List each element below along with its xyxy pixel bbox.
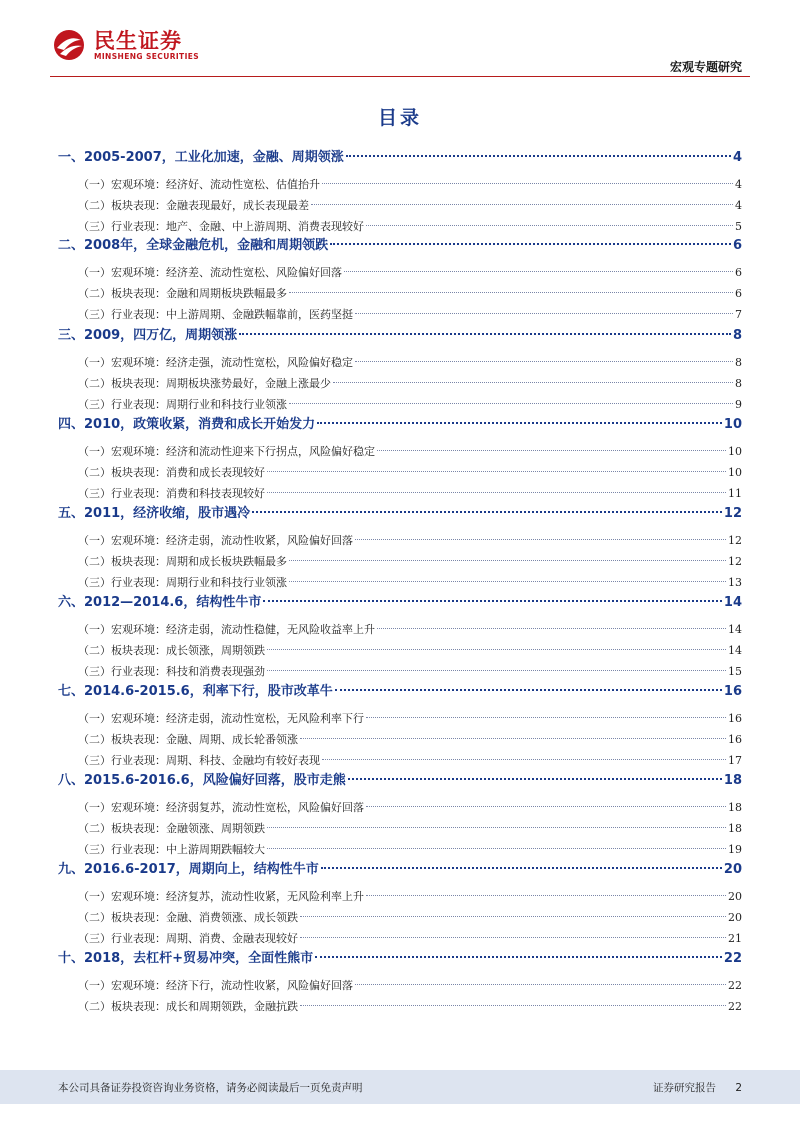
dot-leader: [321, 867, 722, 869]
toc-heading[interactable]: [58, 858, 742, 880]
toc-section: [58, 680, 742, 773]
toc-subheading-label: （三）行业表现：周期行业和科技行业领涨: [78, 398, 287, 411]
report-type: 宏观专题研究: [669, 60, 742, 74]
dot-leader: [333, 382, 733, 383]
toc-subheading[interactable]: [58, 553, 742, 574]
toc-subheading-page: 16: [728, 712, 742, 725]
toc-heading-page: 6: [732, 238, 742, 253]
toc-heading-page: 4: [732, 150, 742, 165]
dot-leader: [267, 827, 726, 828]
dot-leader: [322, 759, 726, 760]
toc-subheading-page: 4: [735, 178, 742, 191]
toc-subheading-label: （一）宏观环境：经济走强，流动性宽松，风险偏好稳定: [78, 356, 353, 369]
toc-heading-page: 22: [723, 951, 742, 966]
toc-subheading-label: （一）宏观环境：经济走弱，流动性收紧，风险偏好回落: [78, 534, 353, 547]
toc-subheading-label: （一）宏观环境：经济复苏，流动性收紧，无风险利率上升: [78, 890, 364, 903]
toc-heading-label: 六、2012—2014.6，结构性牛市: [58, 595, 262, 610]
dot-leader: [311, 204, 733, 205]
footer-report-label: 证券研究报告: [652, 1082, 716, 1094]
dot-leader: [300, 916, 726, 917]
dot-leader: [267, 848, 726, 849]
dot-leader: [366, 717, 726, 718]
toc-heading[interactable]: [58, 146, 742, 168]
dot-leader: [377, 628, 726, 629]
toc-subheading-label: （一）宏观环境：经济差、流动性宽松、风险偏好回落: [78, 266, 342, 279]
toc-subheading[interactable]: [58, 264, 742, 285]
toc-subheading-page: 13: [728, 576, 742, 589]
toc-subheading-label: （三）行业表现：周期、消费、金融表现较好: [78, 932, 298, 945]
toc-section: [58, 591, 742, 684]
toc-section: [58, 324, 742, 417]
toc-subheading-page: 14: [728, 644, 742, 657]
toc-heading-label: 三、2009，四万亿，周期领涨: [58, 328, 238, 343]
toc-subheading-label: （三）行业表现：周期、科技、金融均有较好表现: [78, 754, 320, 767]
toc-subheading-page: 5: [735, 220, 742, 233]
toc-subheading-page: 21: [728, 932, 742, 945]
toc-subheading[interactable]: [58, 354, 742, 375]
dot-leader: [346, 155, 731, 157]
toc-heading[interactable]: [58, 502, 742, 524]
toc-subheading-page: 7: [735, 308, 742, 321]
toc-subheading[interactable]: [58, 642, 742, 663]
toc-heading-label: 十、2018，去杠杆+贸易冲突，全面性熊市: [58, 951, 314, 966]
toc-subheading[interactable]: [58, 532, 742, 553]
dot-leader: [289, 403, 733, 404]
toc-subheading-label: （三）行业表现：中上游周期跌幅较大: [78, 843, 265, 856]
toc-heading[interactable]: [58, 413, 742, 435]
toc-subheading-label: （二）板块表现：成长领涨，周期领跌: [78, 644, 265, 657]
dot-leader: [322, 183, 733, 184]
toc-subheading[interactable]: [58, 375, 742, 396]
toc-subheading-page: 10: [728, 466, 742, 479]
dot-leader: [289, 560, 726, 561]
toc-heading-label: 九、2016.6-2017，周期向上，结构性牛市: [58, 862, 319, 877]
toc-subheading[interactable]: [58, 710, 742, 731]
toc-heading[interactable]: [58, 769, 742, 791]
toc-subheading[interactable]: [58, 820, 742, 841]
toc-subheading-label: （一）宏观环境：经济好、流动性宽松、估值抬升: [78, 178, 320, 191]
toc-section: [58, 947, 742, 1019]
dot-leader: [239, 333, 731, 335]
toc-subheading[interactable]: [58, 998, 742, 1019]
logo-english-name: MINSHENG SECURITIES: [94, 51, 200, 61]
toc-subheading-page: 11: [728, 487, 742, 500]
toc-heading[interactable]: [58, 947, 742, 969]
toc-subheading[interactable]: [58, 621, 742, 642]
dot-leader: [377, 450, 726, 451]
page-number: 2: [735, 1082, 742, 1094]
toc-heading-page: 18: [723, 773, 742, 788]
toc-section: [58, 146, 742, 239]
toc-subheading-page: 8: [735, 356, 742, 369]
toc-subheading-page: 16: [728, 733, 742, 746]
toc-subheading-page: 19: [728, 843, 742, 856]
toc-subheading[interactable]: [58, 888, 742, 909]
dot-leader: [348, 778, 722, 780]
toc-heading[interactable]: [58, 680, 742, 702]
toc-subheading-page: 9: [735, 398, 742, 411]
toc-subheading[interactable]: [58, 977, 742, 998]
toc-section: [58, 234, 742, 327]
dot-leader: [317, 422, 722, 424]
toc-subheading-label: （一）宏观环境：经济走弱，流动性稳健，无风险收益率上升: [78, 623, 375, 636]
toc-subheading-page: 6: [735, 287, 742, 300]
toc-subheading-label: （二）板块表现：金融表现最好，成长表现最差: [78, 199, 309, 212]
toc-heading-label: 二、2008年，全球金融危机，金融和周期领跌: [58, 238, 329, 253]
toc-heading[interactable]: [58, 324, 742, 346]
toc-subheading-page: 20: [728, 911, 742, 924]
toc-heading-label: 八、2015.6-2016.6，风险偏好回落，股市走熊: [58, 773, 346, 788]
dot-leader: [267, 649, 726, 650]
toc-subheading-page: 22: [728, 1000, 742, 1013]
toc-subheading-label: （三）行业表现：消费和科技表现较好: [78, 487, 265, 500]
toc-heading-page: 10: [723, 417, 742, 432]
minsheng-logo-icon: [50, 28, 88, 62]
dot-leader: [300, 937, 726, 938]
toc-subheading-label: （二）板块表现：金融、周期、成长轮番领涨: [78, 733, 298, 746]
toc-subheading-page: 18: [728, 822, 742, 835]
toc-heading-page: 16: [723, 684, 742, 699]
dot-leader: [330, 243, 731, 245]
toc-section: [58, 858, 742, 951]
toc-subheading-label: （二）板块表现：金融和周期板块跌幅最多: [78, 287, 287, 300]
toc-subheading-page: 14: [728, 623, 742, 636]
toc-subheading-page: 22: [728, 979, 742, 992]
toc-subheading-label: （二）板块表现：周期板块涨势最好，金融上涨最少: [78, 377, 331, 390]
dot-leader: [315, 956, 722, 958]
toc-section: [58, 413, 742, 506]
dot-leader: [267, 670, 726, 671]
toc-heading-label: 四、2010，政策收紧，消费和成长开始发力: [58, 417, 316, 432]
dot-leader: [344, 271, 733, 272]
toc-heading-page: 12: [723, 506, 742, 521]
toc-subheading-label: （一）宏观环境：经济下行，流动性收紧，风险偏好回落: [78, 979, 353, 992]
toc-section: [58, 502, 742, 595]
dot-leader: [355, 984, 726, 985]
toc-subheading-label: （三）行业表现：科技和消费表现强劲: [78, 665, 265, 678]
toc-subheading[interactable]: [58, 443, 742, 464]
dot-leader: [300, 738, 726, 739]
toc-subheading-label: （二）板块表现：消费和成长表现较好: [78, 466, 265, 479]
dot-leader: [263, 600, 722, 602]
toc-subheading-page: 12: [728, 555, 742, 568]
toc-subheading[interactable]: [58, 731, 742, 752]
dot-leader: [366, 806, 726, 807]
toc-heading-page: 8: [732, 328, 742, 343]
toc-subheading-page: 12: [728, 534, 742, 547]
toc-subheading-label: （三）行业表现：中上游周期、金融跌幅靠前，医药坚挺: [78, 308, 353, 321]
toc-subheading[interactable]: [58, 464, 742, 485]
toc-subheading-label: （一）宏观环境：经济弱复苏，流动性宽松，风险偏好回落: [78, 801, 364, 814]
page-header: [0, 0, 800, 80]
toc-subheading-page: 17: [728, 754, 742, 767]
dot-leader: [267, 471, 726, 472]
company-logo: [50, 28, 199, 62]
toc-subheading-page: 10: [728, 445, 742, 458]
dot-leader: [289, 292, 733, 293]
toc-subheading[interactable]: [58, 799, 742, 820]
toc-heading[interactable]: [58, 234, 742, 256]
toc-title: 目录: [377, 107, 422, 129]
toc-heading[interactable]: [58, 591, 742, 613]
dot-leader: [355, 539, 726, 540]
toc-subheading-label: （二）板块表现：周期和成长板块跌幅最多: [78, 555, 287, 568]
footer-disclaimer: 本公司具备证券投资咨询业务资格，请务必阅读最后一页免责声明: [58, 1082, 363, 1094]
toc-subheading-page: 15: [728, 665, 742, 678]
toc-subheading-label: （二）板块表现：金融领涨、周期领跌: [78, 822, 265, 835]
toc-subheading-label: （三）行业表现：周期行业和科技行业领涨: [78, 576, 287, 589]
dot-leader: [267, 492, 726, 493]
toc-subheading-page: 4: [735, 199, 742, 212]
toc-section: [58, 769, 742, 862]
toc-subheading-label: （一）宏观环境：经济和流动性迎来下行拐点，风险偏好稳定: [78, 445, 375, 458]
dot-leader: [335, 689, 722, 691]
toc-heading-page: 20: [723, 862, 742, 877]
logo-chinese-name: 民生证券: [94, 28, 182, 53]
dot-leader: [366, 225, 733, 226]
dot-leader: [289, 581, 726, 582]
dot-leader: [355, 361, 733, 362]
toc-heading-page: 14: [723, 595, 742, 610]
toc-subheading-page: 6: [735, 266, 742, 279]
toc-subheading-label: （三）行业表现：地产、金融、中上游周期、消费表现较好: [78, 220, 364, 233]
toc-subheading-label: （二）板块表现：金融、消费领涨、成长领跌: [78, 911, 298, 924]
toc-heading-label: 一、2005-2007，工业化加速，金融、周期领涨: [58, 150, 344, 165]
page-footer: [0, 1070, 800, 1104]
toc-subheading-label: （二）板块表现：成长和周期领跌，金融抗跌: [78, 1000, 298, 1013]
dot-leader: [300, 1005, 726, 1006]
toc-subheading[interactable]: [58, 197, 742, 218]
toc-subheading-page: 20: [728, 890, 742, 903]
toc-subheading-page: 8: [735, 377, 742, 390]
toc-subheading[interactable]: [58, 909, 742, 930]
toc-subheading-label: （一）宏观环境：经济走弱，流动性宽松，无风险利率下行: [78, 712, 364, 725]
header-divider: [50, 76, 750, 77]
toc-subheading-page: 18: [728, 801, 742, 814]
toc-subheading[interactable]: [58, 176, 742, 197]
toc-subheading[interactable]: [58, 285, 742, 306]
dot-leader: [252, 511, 722, 513]
toc-heading-label: 七、2014.6-2015.6，利率下行，股市改革牛: [58, 684, 333, 699]
toc-heading-label: 五、2011，经济收缩，股市遇冷: [58, 506, 251, 521]
dot-leader: [366, 895, 726, 896]
dot-leader: [355, 313, 733, 314]
